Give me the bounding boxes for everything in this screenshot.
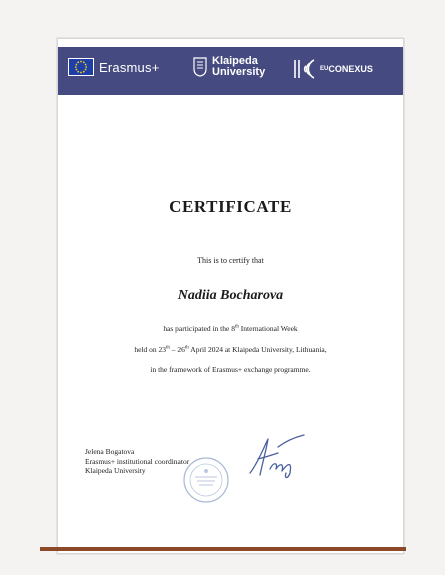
ordinal-suffix: th <box>234 324 239 330</box>
certificate-title: CERTIFICATE <box>169 197 292 216</box>
dates-end-suffix: th <box>184 345 189 351</box>
participation-event: International Week <box>238 324 298 333</box>
recipient-name: Nadiia Bocharova <box>177 288 284 303</box>
university-name-line2: University <box>212 66 266 78</box>
signatory-role: Erasmus+ institutional coordinator <box>85 456 190 466</box>
framework-line: in the framework of Erasmus+ exchange programme. <box>150 365 311 374</box>
erasmus-logo <box>68 58 159 76</box>
bottom-border <box>40 547 406 551</box>
participation-line <box>58 324 403 333</box>
header-banner <box>58 47 403 95</box>
dates-start-suffix: th <box>166 345 170 351</box>
participation-text: has participated in the 8 <box>163 324 235 333</box>
eu-flag-icon <box>68 58 94 76</box>
conexus-eu-prefix: EU <box>320 66 329 72</box>
certificate-page <box>57 38 404 554</box>
klaipeda-university-logo <box>193 56 265 78</box>
conexus-wordmark: CONEXUS <box>328 64 373 74</box>
dates-line <box>58 345 403 354</box>
university-name-line1: Klaipeda <box>212 55 258 67</box>
dates-end: – 26 <box>169 345 185 354</box>
university-crest-icon <box>193 57 207 77</box>
conexus-arcs-icon <box>292 58 316 80</box>
signatory-block <box>85 447 189 476</box>
dates-location: April 2024 at Klaipeda University, Lithuania, <box>188 345 327 354</box>
dates-start: held on 23 <box>134 345 167 354</box>
signatory-name: Jelena Bogatova <box>85 447 135 456</box>
university-name <box>212 56 265 78</box>
certify-text: This is to certify that <box>197 256 264 265</box>
erasmus-label: Erasmus+ <box>99 59 160 75</box>
signatory-institution: Klaipeda University <box>85 466 146 475</box>
official-stamp <box>181 455 231 505</box>
conexus-label <box>320 64 373 74</box>
eu-conexus-logo <box>292 58 373 80</box>
handwritten-signature <box>238 433 308 483</box>
